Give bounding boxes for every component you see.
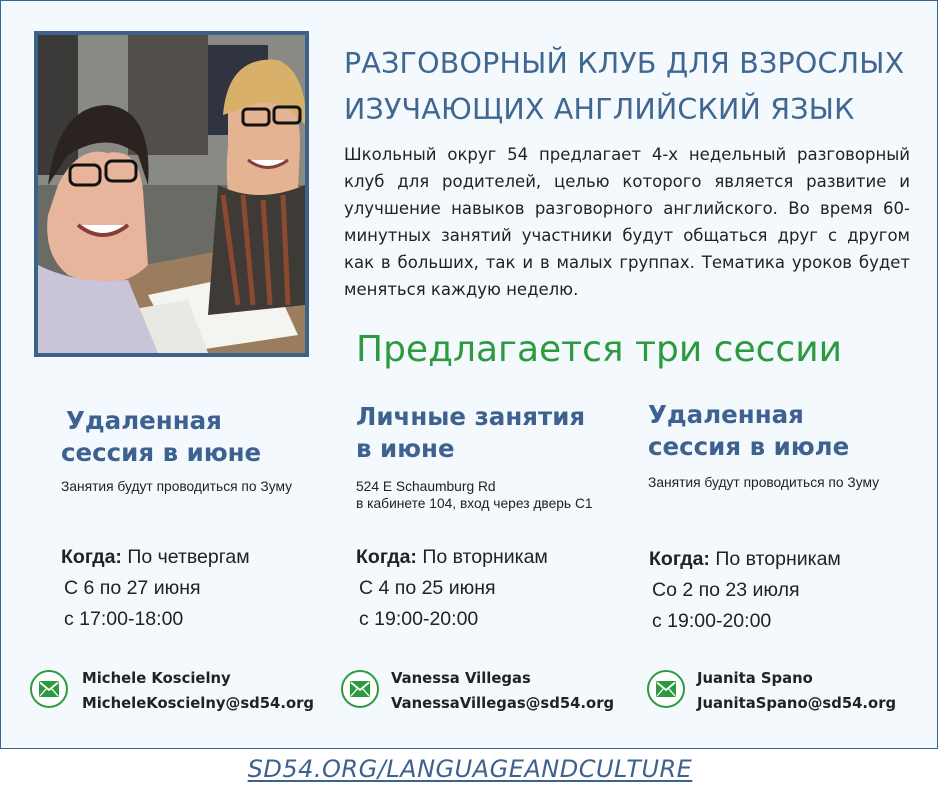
session-dates: С 6 по 27 июня [64,577,201,599]
photo-two-women-icon [38,35,305,353]
sessions-headline: Предлагается три сессии [356,329,842,370]
when-value: По четвергам [127,546,250,568]
club-description: Школьный округ 54 предлагает 4-х недельный разговорный клуб для родителей, целью которого является развитие и улучшение навыков разговорного английского. Во время 60-минутных занятий участники будут общаться друг с другом как в больших, так и в малых группах. Тематика уроков будет меняться каждую неделю. [344,145,910,299]
session-heading-line-2: сессия в июне [61,438,262,467]
when-value: По вторникам [715,548,841,570]
when-label: Когда: [61,546,122,568]
session-june-in-person [356,401,636,512]
session-time: с 19:00-20:00 [652,610,772,632]
session-july-remote [648,399,928,492]
envelope-icon [341,670,379,708]
session-dates: С 4 по 25 июня [359,577,496,599]
session-time: с 17:00-18:00 [64,608,184,630]
session-time: с 19:00-20:00 [359,608,479,630]
session-schedule [61,542,250,635]
when-label: Когда: [356,546,417,568]
session-heading [61,405,341,469]
contact-email-link[interactable]: JuanitaSpano@sd54.org [697,695,897,712]
contact-email-link[interactable]: MicheleKoscielny@sd54.org [82,695,315,712]
contact-text [82,666,314,716]
contact-email-link[interactable]: VanessaVillegas@sd54.org [391,695,615,712]
page-title [344,41,924,133]
contact-name: Juanita Spano [697,670,813,687]
title-line-1: РАЗГОВОРНЫЙ КЛУБ ДЛЯ ВЗРОСЛЫХ [344,47,905,80]
session-heading-line-1: Удаленная [66,406,222,435]
session-schedule [649,544,841,637]
session-note: Занятия будут проводиться по Зуму [61,479,292,494]
session-heading-line-2: сессия в июле [648,432,850,461]
when-label: Когда: [649,548,710,570]
session-heading-line-1: Удаленная [648,400,804,429]
contact-text [391,666,614,716]
envelope-icon [30,670,68,708]
session-dates: Со 2 по 23 июля [652,579,800,601]
contact-text [697,666,896,716]
session-note: 524 E Schaumburg Rd в кабинете 104, вход через дверь С1 [356,479,593,511]
session-schedule [356,542,548,635]
session-heading-line-1: Личные занятия [356,402,586,431]
club-photo [34,31,309,357]
contact-name: Vanessa Villegas [391,670,531,687]
session-june-remote [61,405,341,496]
title-line-2: ИЗУЧАЮЩИХ АНГЛИЙСКИЙ ЯЗЫК [344,93,855,126]
contact-name: Michele Koscielny [82,670,231,687]
session-note: Занятия будут проводиться по Зуму [648,475,879,490]
session-heading [356,401,636,465]
when-value: По вторникам [422,546,548,568]
session-heading [648,399,928,463]
footer-website-link[interactable]: SD54.ORG/LANGUAGEANDCULTURE [247,755,693,783]
envelope-icon [647,670,685,708]
session-heading-line-2: в июне [356,434,455,463]
